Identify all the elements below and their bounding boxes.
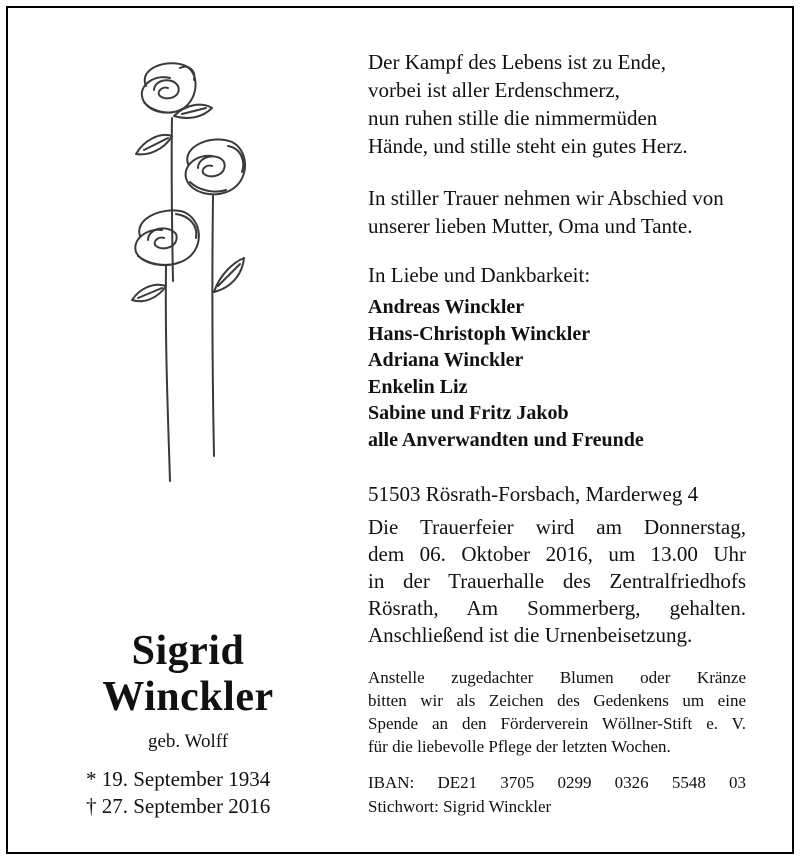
mourner-name: Hans-Christoph Winckler bbox=[368, 322, 591, 345]
poem-line: vorbei ist aller Erdenschmerz, bbox=[368, 78, 620, 102]
iban-part: 0299 bbox=[557, 773, 592, 792]
life-dates bbox=[86, 766, 316, 820]
ceremony-line: Die Trauerfeier wird am Donnerstag, bbox=[368, 515, 746, 539]
donation-line: bitten wir als Zeichen des Gedenkens um eine bbox=[368, 691, 746, 710]
birth-date: * 19. September 1934 bbox=[86, 767, 271, 791]
ceremony-line: dem 06. Oktober 2016, um 13.00 Uhr bbox=[368, 542, 746, 566]
iban-part: 0326 bbox=[614, 773, 649, 792]
iban-part: 3705 bbox=[500, 773, 535, 792]
donation-line: Spende an den Förderverein Wöllner-Stift e. V. bbox=[368, 714, 746, 733]
mourner-name: Enkelin Liz bbox=[368, 375, 468, 398]
roses-icon bbox=[108, 56, 258, 496]
donation-line: Anstelle zugedachter Blumen oder Kränze bbox=[368, 668, 746, 687]
mourner-name: Andreas Winckler bbox=[368, 296, 525, 318]
iban-part: 03 bbox=[728, 773, 746, 792]
deceased-first-name: Sigrid bbox=[131, 628, 245, 674]
farewell-line: unserer lieben Mutter, Oma und Tante. bbox=[368, 214, 693, 238]
farewell-text bbox=[368, 184, 724, 240]
keyword-line: Stichwort: Sigrid Winckler bbox=[368, 797, 552, 816]
iban-part: DE21 bbox=[437, 773, 478, 792]
iban-part: 5548 bbox=[671, 773, 706, 792]
death-date: † 27. September 2016 bbox=[86, 794, 271, 818]
ceremony-line: Anschließend ist die Urnenbeisetzung. bbox=[368, 623, 693, 647]
mourner-name: Adriana Winckler bbox=[368, 349, 524, 371]
donation-line: für die liebevolle Pflege der letzten Wochen. bbox=[368, 737, 671, 756]
iban-label: IBAN: bbox=[368, 773, 415, 792]
mourners-list bbox=[368, 294, 644, 453]
bank-details bbox=[368, 771, 746, 819]
ceremony-info bbox=[368, 514, 746, 649]
poem-line: Der Kampf des Lebens ist zu Ende, bbox=[368, 50, 666, 74]
maiden-name: geb. Wolff bbox=[147, 731, 229, 752]
deceased-name-block bbox=[68, 628, 308, 754]
mourner-name: alle Anverwandten und Freunde bbox=[368, 428, 644, 451]
poem bbox=[368, 48, 688, 160]
poem-line: Hände, und stille steht ein gutes Herz. bbox=[368, 134, 688, 158]
ceremony-line: in der Trauerhalle des Zentralfriedhofs bbox=[368, 569, 746, 593]
mourner-name: Sabine und Fritz Jakob bbox=[368, 402, 569, 424]
address: 51503 Rösrath-Forsbach, Marderweg 4 bbox=[368, 482, 699, 506]
deceased-last-name: Winckler bbox=[102, 674, 274, 720]
obituary-card bbox=[6, 6, 794, 854]
farewell-line: In stiller Trauer nehmen wir Abschied von bbox=[368, 186, 724, 210]
right-column bbox=[368, 8, 748, 852]
ceremony-line: Rösrath, Am Sommerberg, gehalten. bbox=[368, 596, 746, 620]
donation-request bbox=[368, 666, 746, 758]
poem-line: nun ruhen stille die nimmermüden bbox=[368, 106, 658, 130]
iban-line bbox=[368, 771, 746, 795]
left-column bbox=[8, 8, 368, 852]
love-line: In Liebe und Dankbarkeit: bbox=[368, 263, 591, 287]
